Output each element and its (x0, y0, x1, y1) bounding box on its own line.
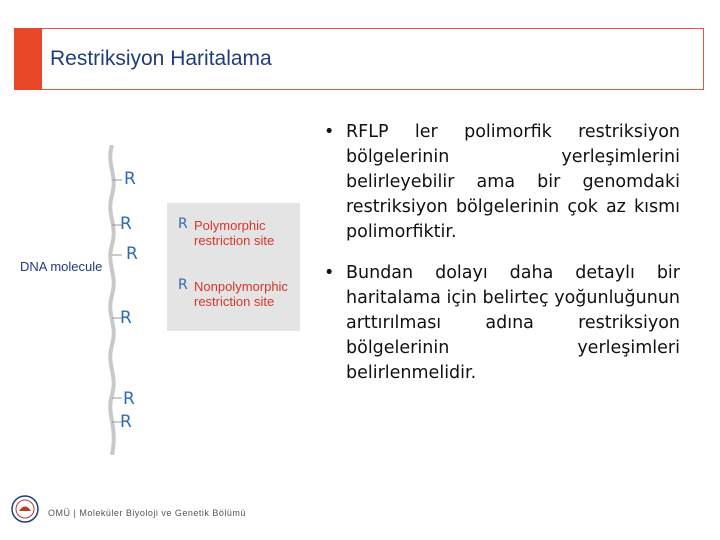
site-label: R (124, 169, 136, 189)
bullet-text: RFLP ler polimorfik restriksiyon bölgelerinin yerleşimlerini belirleyebilir ama bir genomdaki restriksiyon bölgelerinin çok az kısmı polimorfiktir. (346, 122, 680, 242)
site-label: R (126, 244, 138, 264)
legend-polymorphic-mark: R (178, 216, 188, 232)
site-label: R (120, 412, 132, 432)
dna-strand (110, 145, 113, 455)
site-label: R (123, 389, 135, 409)
bullet-dot: • (324, 263, 335, 283)
legend-polymorphic-label: Polymorphic restriction site (194, 218, 275, 248)
bullet-dot: • (324, 122, 335, 142)
legend-nonpolymorphic-mark: R (178, 277, 188, 293)
bullet-item (322, 261, 680, 386)
title-accent-bar (14, 28, 42, 90)
footer-text: OMÜ | Moleküler Biyoloji ve Genetik Bölümü (48, 508, 246, 518)
dna-molecule-label: DNA molecule (20, 259, 103, 274)
bullet-item (322, 120, 680, 245)
bullet-text: Bundan dolayı daha detaylı bir haritalama için belirteç yoğunluğunun arttırılması adına restriksiyon bölgelerinin yerleşimleri belirlenmelidir. (346, 263, 680, 383)
bullet-list (322, 120, 680, 402)
university-logo-icon (10, 494, 40, 524)
slide-title: Restriksiyon Haritalama (50, 47, 272, 70)
site-label: R (120, 214, 132, 234)
site-label: R (120, 308, 132, 328)
legend-nonpolymorphic-label: Nonpolymorphic restriction site (194, 279, 288, 309)
